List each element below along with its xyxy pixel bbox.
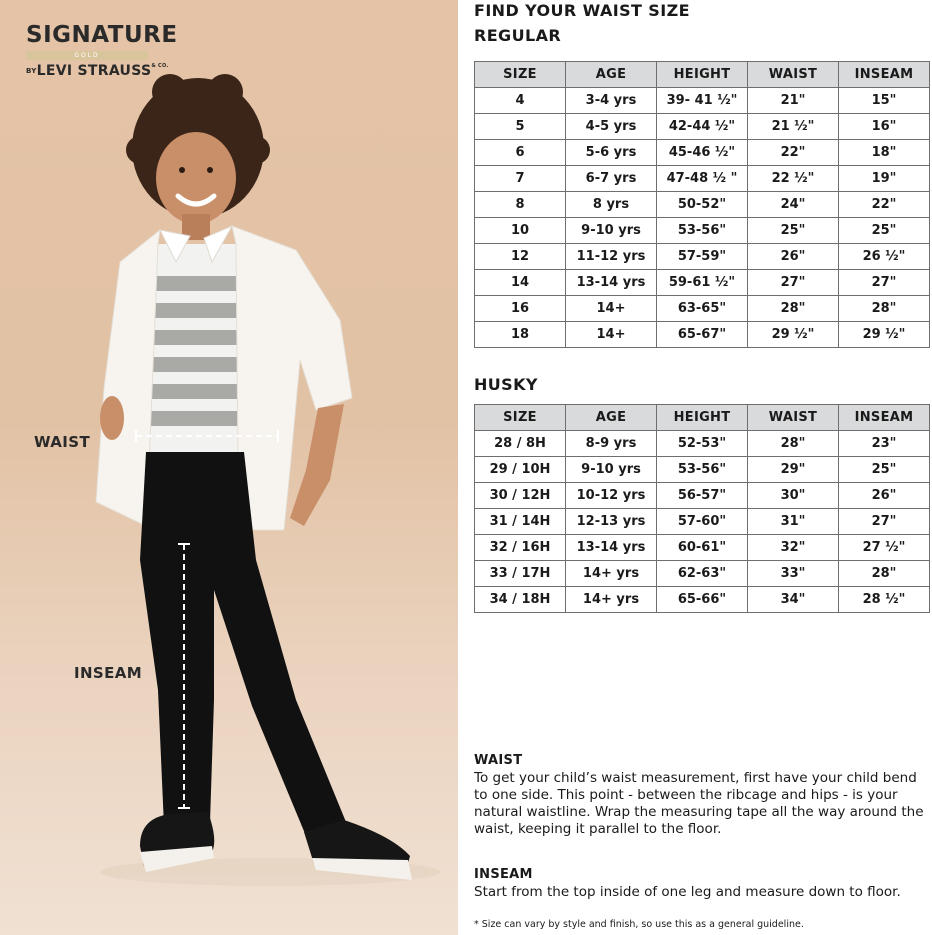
table-cell: 13-14 yrs <box>566 270 657 296</box>
table-cell: 14 <box>475 270 566 296</box>
table-cell: 18" <box>839 140 930 166</box>
table-row <box>475 244 930 270</box>
table-cell: 29 / 10H <box>475 457 566 483</box>
table-cell: 14+ yrs <box>566 587 657 613</box>
table-cell: 6-7 yrs <box>566 166 657 192</box>
table-header-row <box>475 405 930 431</box>
logo-co-text: & CO. <box>151 63 169 69</box>
table-cell: 24" <box>748 192 839 218</box>
table-cell: 6 <box>475 140 566 166</box>
table-header-row <box>475 62 930 88</box>
table-cell: 29" <box>748 457 839 483</box>
table-cell: 14+ <box>566 296 657 322</box>
column-header: AGE <box>566 62 657 88</box>
table-cell: 53-56" <box>657 457 748 483</box>
table-cell: 28" <box>839 561 930 587</box>
table-cell: 4-5 yrs <box>566 114 657 140</box>
table-cell: 32 / 16H <box>475 535 566 561</box>
table-cell: 59-61 ½" <box>657 270 748 296</box>
table-cell: 27" <box>839 270 930 296</box>
column-header: WAIST <box>748 62 839 88</box>
table-cell: 7 <box>475 166 566 192</box>
table-cell: 26" <box>748 244 839 270</box>
table-cell: 47-48 ½ " <box>657 166 748 192</box>
table-row <box>475 322 930 348</box>
logo-gold-band: GOLD <box>26 51 148 60</box>
table-cell: 56-57" <box>657 483 748 509</box>
table-cell: 26" <box>839 483 930 509</box>
table-row <box>475 587 930 613</box>
table-cell: 9-10 yrs <box>566 457 657 483</box>
table-cell: 33 / 17H <box>475 561 566 587</box>
table-cell: 3-4 yrs <box>566 88 657 114</box>
column-header: INSEAM <box>839 405 930 431</box>
table-cell: 57-59" <box>657 244 748 270</box>
regular-table-body <box>475 88 930 348</box>
table-cell: 28 ½" <box>839 587 930 613</box>
waist-note-text: To get your child’s waist measurement, first have your child bend to one side. This point - between the ribcage and hips - is your natural waistline. Wrap the measuring tape all the way around the waist, keeping it parallel to the floor. <box>474 770 924 837</box>
table-cell: 21 ½" <box>748 114 839 140</box>
table-row <box>475 218 930 244</box>
table-row <box>475 166 930 192</box>
table-row <box>475 140 930 166</box>
table-cell: 16" <box>839 114 930 140</box>
table-cell: 30 / 12H <box>475 483 566 509</box>
table-cell: 8-9 yrs <box>566 431 657 457</box>
table-cell: 26 ½" <box>839 244 930 270</box>
table-cell: 27" <box>748 270 839 296</box>
waist-note-heading: WAIST <box>474 753 523 768</box>
table-row <box>475 457 930 483</box>
column-header: HEIGHT <box>657 405 748 431</box>
husky-size-table <box>474 404 930 613</box>
table-cell: 11-12 yrs <box>566 244 657 270</box>
table-cell: 15" <box>839 88 930 114</box>
table-cell: 10-12 yrs <box>566 483 657 509</box>
inseam-photo-label: INSEAM <box>74 664 143 682</box>
table-cell: 29 ½" <box>748 322 839 348</box>
table-cell: 5 <box>475 114 566 140</box>
table-cell: 25" <box>839 457 930 483</box>
table-cell: 27 ½" <box>839 535 930 561</box>
table-row <box>475 114 930 140</box>
table-cell: 53-56" <box>657 218 748 244</box>
table-row <box>475 561 930 587</box>
table-cell: 22" <box>839 192 930 218</box>
logo-by-text: BY <box>26 67 37 75</box>
table-cell: 31 / 14H <box>475 509 566 535</box>
column-header: SIZE <box>475 62 566 88</box>
table-cell: 21" <box>748 88 839 114</box>
table-cell: 63-65" <box>657 296 748 322</box>
table-cell: 57-60" <box>657 509 748 535</box>
table-row <box>475 296 930 322</box>
table-cell: 12-13 yrs <box>566 509 657 535</box>
table-cell: 65-66" <box>657 587 748 613</box>
regular-heading: REGULAR <box>474 26 562 45</box>
logo-signature-text: SIGNATURE <box>26 22 178 48</box>
table-cell: 27" <box>839 509 930 535</box>
table-cell: 34 / 18H <box>475 587 566 613</box>
footnote: * Size can vary by style and finish, so use this as a general guideline. <box>474 919 804 930</box>
husky-table-body <box>475 431 930 613</box>
column-header: HEIGHT <box>657 62 748 88</box>
table-cell: 29 ½" <box>839 322 930 348</box>
table-cell: 19" <box>839 166 930 192</box>
table-cell: 10 <box>475 218 566 244</box>
table-cell: 18 <box>475 322 566 348</box>
table-cell: 5-6 yrs <box>566 140 657 166</box>
table-row <box>475 192 930 218</box>
inseam-note-heading: INSEAM <box>474 867 533 882</box>
column-header: AGE <box>566 405 657 431</box>
table-row <box>475 270 930 296</box>
table-cell: 22 ½" <box>748 166 839 192</box>
table-cell: 14+ <box>566 322 657 348</box>
table-row <box>475 431 930 457</box>
table-cell: 42-44 ½" <box>657 114 748 140</box>
table-row <box>475 88 930 114</box>
table-cell: 16 <box>475 296 566 322</box>
table-cell: 28" <box>839 296 930 322</box>
column-header: SIZE <box>475 405 566 431</box>
table-cell: 8 <box>475 192 566 218</box>
table-cell: 45-46 ½" <box>657 140 748 166</box>
table-cell: 39- 41 ½" <box>657 88 748 114</box>
child-model-illustration <box>0 0 458 935</box>
table-cell: 8 yrs <box>566 192 657 218</box>
table-cell: 12 <box>475 244 566 270</box>
table-cell: 28" <box>748 296 839 322</box>
table-cell: 4 <box>475 88 566 114</box>
table-cell: 9-10 yrs <box>566 218 657 244</box>
table-cell: 28 / 8H <box>475 431 566 457</box>
column-header: INSEAM <box>839 62 930 88</box>
table-cell: 32" <box>748 535 839 561</box>
table-cell: 60-61" <box>657 535 748 561</box>
table-cell: 62-63" <box>657 561 748 587</box>
table-cell: 50-52" <box>657 192 748 218</box>
table-cell: 23" <box>839 431 930 457</box>
table-row <box>475 483 930 509</box>
table-cell: 33" <box>748 561 839 587</box>
waist-photo-label: WAIST <box>34 433 91 451</box>
regular-size-table <box>474 61 930 348</box>
table-row <box>475 509 930 535</box>
table-cell: 34" <box>748 587 839 613</box>
table-row <box>475 535 930 561</box>
table-cell: 13-14 yrs <box>566 535 657 561</box>
table-cell: 28" <box>748 431 839 457</box>
table-cell: 65-67" <box>657 322 748 348</box>
model-photo <box>0 0 458 935</box>
table-cell: 25" <box>748 218 839 244</box>
table-cell: 30" <box>748 483 839 509</box>
table-cell: 52-53" <box>657 431 748 457</box>
table-cell: 22" <box>748 140 839 166</box>
inseam-note-text: Start from the top inside of one leg and measure down to floor. <box>474 884 901 900</box>
column-header: WAIST <box>748 405 839 431</box>
table-cell: 25" <box>839 218 930 244</box>
table-cell: 31" <box>748 509 839 535</box>
table-cell: 14+ yrs <box>566 561 657 587</box>
page-title: FIND YOUR WAIST SIZE <box>474 1 690 20</box>
logo-levi-text: LEVI STRAUSS <box>36 63 152 79</box>
husky-heading: HUSKY <box>474 375 538 394</box>
